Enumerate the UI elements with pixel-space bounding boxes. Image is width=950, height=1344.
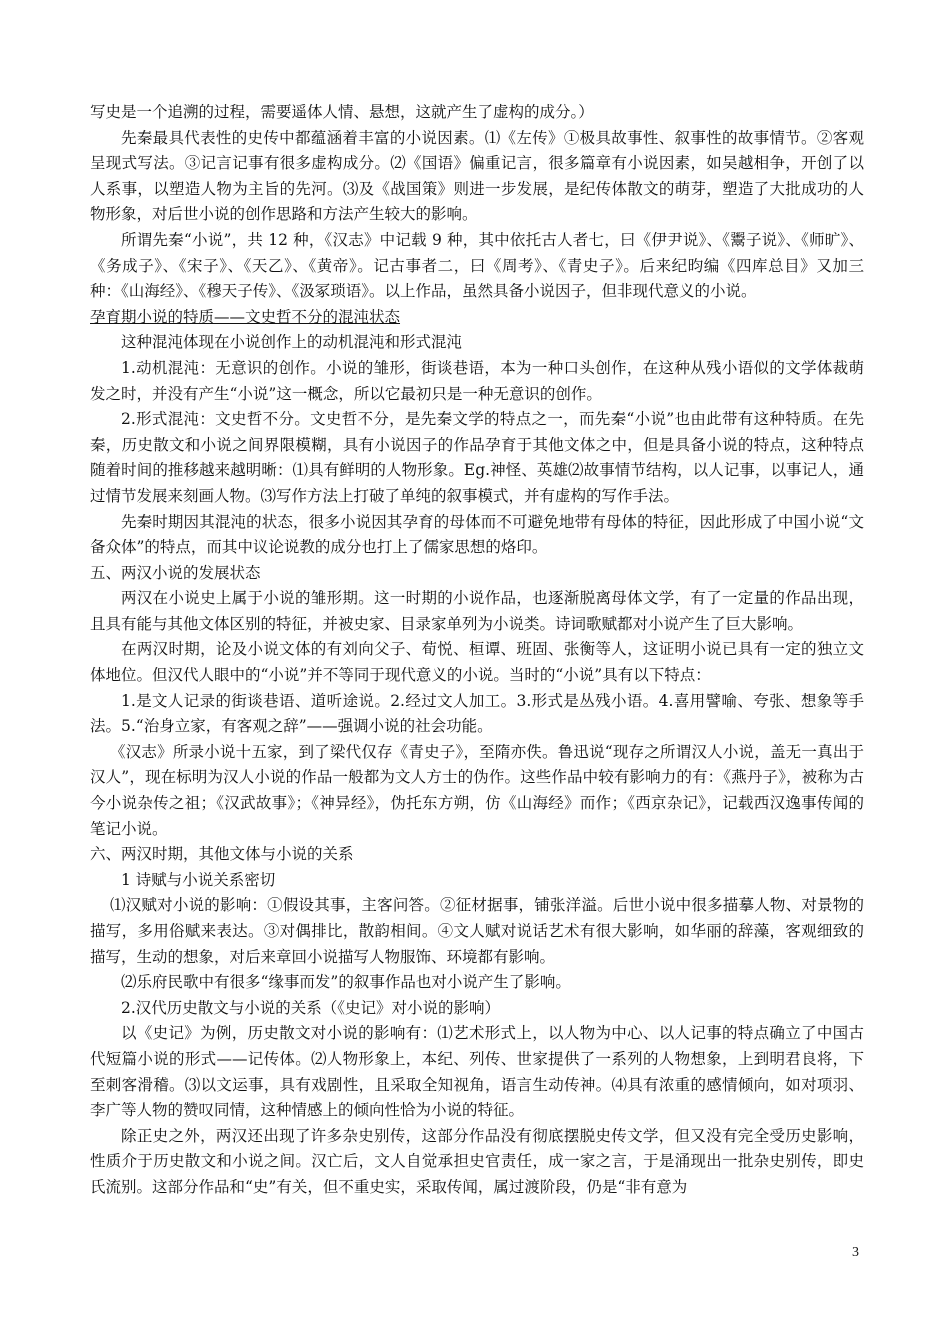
paragraph-pre-qin-histories: 先秦最具代表性的史传中都蕴涵着丰富的小说因素。⑴《左传》①极具故事性、叙事性的故事情节。②客观呈现式写法。③记言记事有很多虚构成分。⑵《国语》偏重记言，很多篇章有小说因素，如吴越相争，开创了以人系事，以塑造人物为主旨的先河。⑶及《战国策》则进一步发展，是纪传体散文的萌芽，塑造了大批成功的人物形象，对后世小说的创作思路和方法产生较大的影响。 — [90, 128, 864, 224]
section-heading-six: 六、两汉时期，其他文体与小说的关系 — [90, 845, 354, 864]
subheading-fu-poetry: 1 诗赋与小说关系密切 — [121, 870, 276, 889]
paragraph-pre-qin-xiaoshuo: 所谓先秦“小说”，共 12 种，《汉志》中记载 9 种，其中依托古人者七，曰《伊尹说》、《鬻子说》、《师旷》、《务成子》、《宋子》、《天乙》、《黄帝》。记古事者二，曰《周考》、《青史子》。后来纪昀编《四库总目》又加三种：《山海经》、《穆天子传》、《汲冢琐语》。以上作品，虽然具备小说因子，但非现代意义的小说。 — [90, 230, 864, 301]
paragraph-shiji-influence: 以《史记》为例，历史散文对小说的影响有：⑴艺术形式上，以人物为中心、以人记事的特点确立了中国古代短篇小说的形式——记传体。⑵人物形象上，本纪、列传、世家提供了一系列的人物想象，上到明君良将，下至刺客滑稽。⑶以文运事，具有戏剧性，且采取全知视角，语言生动传神。⑷具有浓重的感情倾向，如对项羽、李广等人物的赞叹同情，这种情感上的倾向性恰为小说的特征。 — [90, 1024, 864, 1120]
paragraph-history-imagination: 写史是一个追溯的过程，需要遥体人情、悬想，这就产生了虚构的成分。） — [90, 103, 594, 121]
subheading-history-prose: 2.汉代历史散文与小说的关系（《史记》对小说的影响） — [121, 998, 501, 1017]
document-body — [90, 100, 864, 1201]
paragraph-hanzhi-works: 《汉志》所录小说十五家，到了梁代仅存《青史子》，至隋亦佚。鲁迅说“现存之所谓汉人小说，盖无一真出于汉人”，现在标明为汉人小说的作品一般都为文人方士的伪作。这些作品中较有影响力的有：《燕丹子》，被称为古今小说杂传之祖；《汉武故事》；《神异经》，伪托东方朔，仿《山海经》而作；《西京杂记》，记载西汉逸事传闻的笔记小说。 — [90, 742, 864, 838]
page-number: 3 — [852, 1245, 859, 1260]
paragraph-form-chaos: 2.形式混沌：文史哲不分。文史哲不分，是先秦文学的特点之一，而先秦“小说”也由此带有这种特质。在先秦，历史散文和小说之间界限模糊，具有小说因子的作品孕育于其他文体之中，但是具备小说的特点，这种特点随着时间的推移越来越明晰：⑴具有鲜明的人物形象。Eg.神怪、英雄⑵故事情节结构，以人记事，以事记人，通过情节发展来刻画人物。⑶写作方法上打破了单纯的叙事模式，并有虚构的写作手法。 — [90, 410, 864, 505]
paragraph-han-features: 1.是文人记录的街谈巷语、道听途说。2.经过文人加工。3.形式是丛残小语。4.喜用譬喻、夸张、想象等手法。5.“治身立家，有客观之辞”——强调小说的社会功能。 — [90, 691, 864, 736]
paragraph-han-embryonic: 两汉在小说史上属于小说的雏形期。这一时期的小说作品，也逐渐脱离母体文学，有了一定量的作品出现，且具有能与其他文体区别的特征，并被史家、目录家单列为小说类。诗词歌赋都对小说产生了巨大影响。 — [90, 589, 864, 633]
section-heading-five: 五、两汉小说的发展状态 — [90, 563, 261, 582]
paragraph-motive-chaos: 1.动机混沌：无意识的创作。小说的雏形，街谈巷语，本为一种口头创作，在这种从残小语似的文学体裁萌发之时，并没有产生“小说”这一概念，所以它最初只是一种无意识的创作。 — [90, 358, 864, 403]
paragraph-miscellaneous-histories: 除正史之外，两汉还出现了许多杂史别传，这部分作品没有彻底摆脱史传文学，但又没有完全受历史影响，性质介于历史散文和小说之间。汉亡后，文人自觉承担史官责任，成一家之言，于是涌现出一批杂史别传，即史氏流别。这部分作品和“史”有关，但不重史实，采取传闻，属过渡阶段，仍是“非有意为 — [90, 1126, 864, 1196]
paragraph-pre-qin-conclusion: 先秦时期因其混沌的状态，很多小说因其孕育的母体而不可避免地带有母体的特征，因此形成了中国小说“文备众体”的特点，而其中议论说教的成分也打上了儒家思想的烙印。 — [90, 512, 864, 557]
paragraph-chaos-intro: 这种混沌体现在小说创作上的动机混沌和形式混沌 — [121, 333, 463, 352]
paragraph-han-theorists: 在两汉时期，论及小说文体的有刘向父子、荀悦、桓谭、班固、张衡等人，这证明小说已具有一定的独立文体地位。但汉代人眼中的“小说”并不等同于现代意义的小说。当时的“小说”具有以下特点： — [90, 640, 864, 685]
paragraph-hanfu-influence: ⑴汉赋对小说的影响：①假设其事，主客问答。②征材据事，铺张洋溢。后世小说中很多描摹人物、对景物的描写，多用俗赋来表达。③对偶排比，散韵相间。④文人赋对说话艺术有很大影响，如华丽的辞藻，客观细致的描写，生动的想象，对后来章回小说描写人物服饰、环境都有影响。 — [90, 896, 864, 966]
section-heading-gestation: 孕育期小说的特质——文史哲不分的混沌状态 — [90, 307, 401, 326]
paragraph-yuefu-influence: ⑵乐府民歌中有很多“缘事而发”的叙事作品也对小说产生了影响。 — [121, 973, 571, 992]
